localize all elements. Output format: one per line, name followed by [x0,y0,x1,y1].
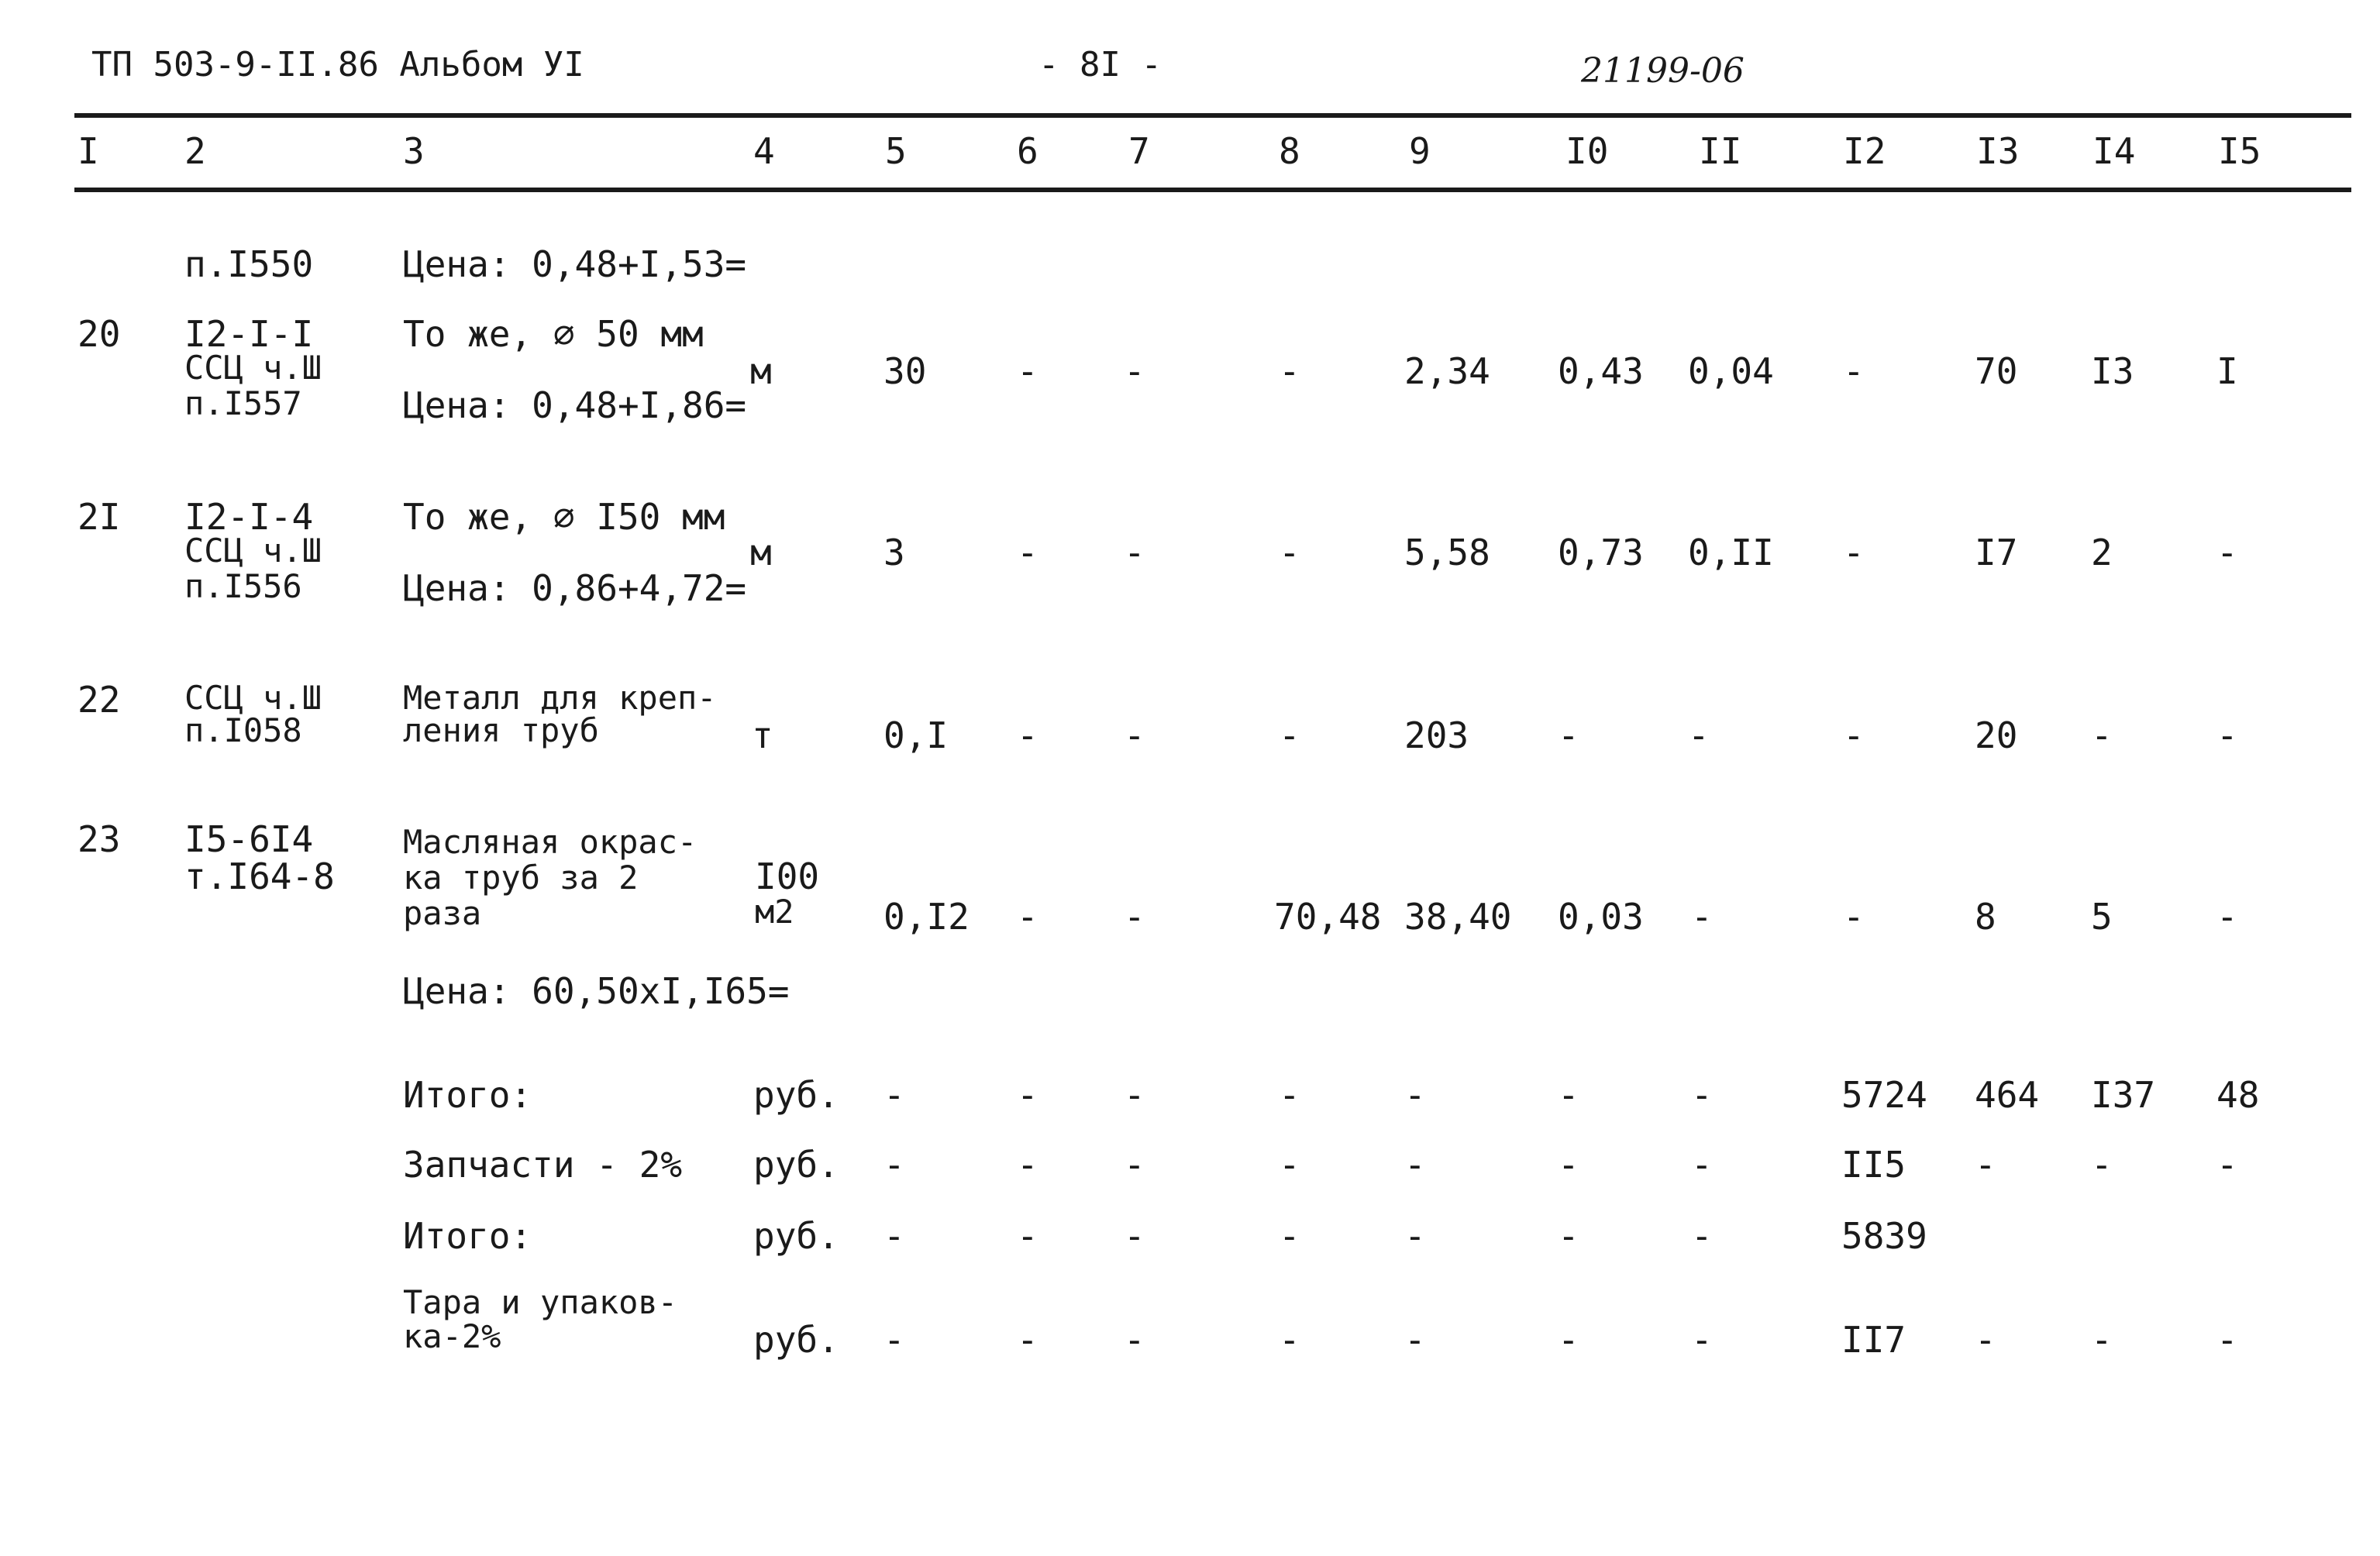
cell-col15: 48 [2216,1074,2260,1116]
cell-col5: 3 [883,532,905,573]
cell-col14: - [2091,1319,2113,1361]
ref-line: п.I556 [184,567,302,605]
cell-col8: - [1279,350,1300,392]
column-header: 9 [1409,130,1431,172]
column-header: II [1699,130,1742,172]
ref-line: п.I550 [184,243,314,285]
cell-col9: - [1404,1215,1426,1257]
cell-col11: 0,II [1688,532,1774,573]
cell-col8: - [1279,1319,1300,1361]
cell-col6: - [1017,1144,1038,1186]
cell-col15: I [2216,350,2238,392]
price-line: Цена: 60,50хI,I65= [403,970,790,1012]
column-header: 3 [403,130,425,172]
cell-col10: - [1558,1144,1579,1186]
cell-col11: - [1691,1074,1713,1116]
cell-col15: - [2216,532,2238,573]
column-header: I [77,130,99,172]
cell-col12: II5 [1841,1144,1906,1186]
cell-col5: 0,I [883,714,949,756]
ref-line: п.I557 [184,384,302,422]
cell-col5: - [883,1144,905,1186]
cell-col15: - [2216,1144,2238,1186]
cell-col7: - [1124,1074,1145,1116]
cell-col13: 20 [1975,714,2018,756]
unit-cell: руб. [753,1074,839,1116]
cell-col12: - [1843,896,1865,938]
cell-col12: - [1843,350,1865,392]
unit-cell: руб. [753,1319,839,1361]
cell-col9: - [1404,1319,1426,1361]
column-header: I5 [2218,130,2261,172]
cell-col8: - [1279,1144,1300,1186]
description-line: ка труб за 2 [403,859,639,897]
header-bottom-rule [74,188,2351,192]
row-number: 2I [77,496,121,538]
cell-col11: - [1691,1319,1713,1361]
ref-line: ССЦ ч.Ш [184,679,322,717]
ref-line: п.I058 [184,711,302,749]
unit-cell: руб. [753,1215,839,1257]
price-line: Цена: 0,86+4,72= [403,567,747,609]
cell-col14: - [2091,714,2113,756]
column-header: 4 [753,130,775,172]
cell-col8: - [1279,532,1300,573]
row-number: 20 [77,313,121,355]
description-line: То же, ∅ I50 мм [403,496,725,538]
description-line: Масляная окрас- [403,823,697,861]
cell-col9: 38,40 [1404,896,1512,938]
ref-line: I2-I-4 [184,496,314,538]
cell-col12: - [1843,714,1865,756]
column-header: 5 [885,130,907,172]
cell-col5: 0,I2 [883,896,970,938]
unit-cell: м [750,350,772,392]
cell-col6: - [1017,896,1038,938]
column-header: I2 [1843,130,1886,172]
cell-col11: - [1691,1215,1713,1257]
cell-col11: - [1691,896,1713,938]
column-header: I0 [1565,130,1609,172]
cell-col14: I37 [2091,1074,2156,1116]
cell-col12: - [1843,532,1865,573]
cell-col8: - [1279,1215,1300,1257]
cell-col5: - [883,1074,905,1116]
cell-col13: 70 [1975,350,2018,392]
description-line: ления труб [403,711,599,749]
description-line: раза [403,894,482,932]
cell-col13: 8 [1975,896,1996,938]
cell-col5: - [883,1215,905,1257]
cell-col7: - [1124,1144,1145,1186]
cell-col8: - [1279,1074,1300,1116]
column-header: 8 [1279,130,1300,172]
cell-col12: 5839 [1841,1215,1927,1257]
price-line: Цена: 0,48+I,53= [403,243,747,285]
cell-col11: - [1691,1144,1713,1186]
row-number: 22 [77,679,121,721]
cell-col6: - [1017,1074,1038,1116]
cell-col7: - [1124,896,1145,938]
document-code: 21199-06 [1581,51,1745,91]
cell-col14: - [2091,1144,2113,1186]
cell-col6: - [1017,714,1038,756]
cell-col13: I7 [1975,532,2018,573]
cell-col6: - [1017,1215,1038,1257]
page-number: - 8I - [1038,45,1162,84]
ref-line: I2-I-I [184,313,314,355]
cell-col10: - [1558,1319,1579,1361]
description-line: Металл для креп- [403,679,717,717]
description-line: То же, ∅ 50 мм [403,313,704,355]
unit-cell: м2 [755,893,794,931]
cell-col7: - [1124,1319,1145,1361]
cell-col5: - [883,1319,905,1361]
cell-col9: 2,34 [1404,350,1490,392]
cell-col10: - [1558,1215,1579,1257]
column-header: 2 [184,130,206,172]
cell-col13: - [1975,1144,1996,1186]
summary-label: Тара и упаков- [403,1283,678,1321]
unit-cell: м [750,532,772,573]
cell-col11: 0,04 [1688,350,1774,392]
cell-col8: 70,48 [1274,896,1382,938]
cell-col15: - [2216,896,2238,938]
top-rule [74,113,2351,118]
ref-line: ССЦ ч.Ш [184,532,322,570]
cell-col6: - [1017,1319,1038,1361]
ref-line: т.I64-8 [184,855,335,897]
cell-col9: 203 [1404,714,1469,756]
cell-col14: 5 [2091,896,2113,938]
column-header: 7 [1128,130,1150,172]
price-line: Цена: 0,48+I,86= [403,384,747,426]
column-header: I3 [1976,130,2020,172]
cell-col14: 2 [2091,532,2113,573]
cell-col13: - [1975,1319,1996,1361]
summary-label: ка-2% [403,1317,501,1355]
cell-col7: - [1124,714,1145,756]
cell-col12: 5724 [1841,1074,1927,1116]
ref-line: ССЦ ч.Ш [184,349,322,387]
cell-col15: - [2216,1319,2238,1361]
cell-col12: II7 [1841,1319,1906,1361]
column-header: 6 [1017,130,1038,172]
cell-col8: - [1279,714,1300,756]
cell-col9: - [1404,1144,1426,1186]
cell-col10: - [1558,1074,1579,1116]
cell-col9: - [1404,1074,1426,1116]
unit-cell: I00 [755,855,820,897]
cell-col11: - [1688,714,1710,756]
cell-col5: 30 [883,350,927,392]
cell-col10: 0,43 [1558,350,1644,392]
cell-col14: I3 [2091,350,2134,392]
cell-col6: - [1017,350,1038,392]
summary-label: Итого: [403,1215,532,1257]
unit-cell: т [752,714,773,756]
ref-line: I5-6I4 [184,818,314,860]
cell-col10: 0,73 [1558,532,1644,573]
cell-col7: - [1124,532,1145,573]
unit-cell: руб. [753,1144,839,1186]
row-number: 23 [77,818,121,860]
summary-label: Запчасти - 2% [403,1144,683,1186]
cell-col10: - [1558,714,1579,756]
cell-col10: 0,03 [1558,896,1644,938]
cell-col6: - [1017,532,1038,573]
summary-label: Итого: [403,1074,532,1116]
cell-col15: - [2216,714,2238,756]
column-header: I4 [2092,130,2136,172]
document-title: ТП 503-9-II.86 Альбом УI [91,45,584,84]
cell-col7: - [1124,350,1145,392]
cell-col13: 464 [1975,1074,2040,1116]
cell-col9: 5,58 [1404,532,1490,573]
cell-col7: - [1124,1215,1145,1257]
